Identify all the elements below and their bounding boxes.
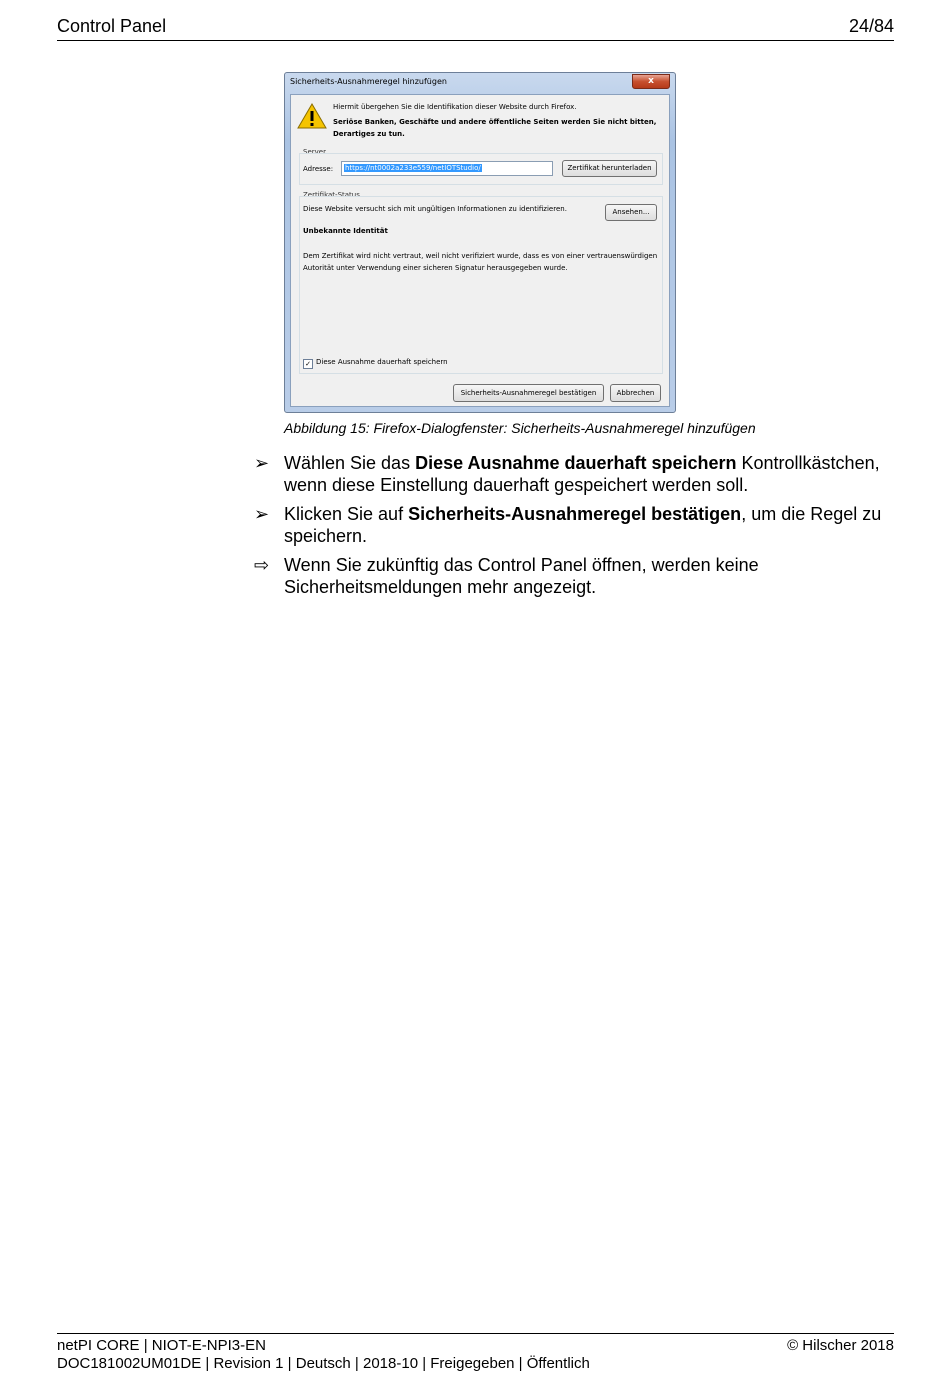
page-number: 24/84 bbox=[848, 16, 894, 36]
dialog-body bbox=[290, 94, 670, 407]
page-header bbox=[57, 16, 894, 41]
step-text: Wählen Sie das bbox=[284, 453, 416, 473]
list-item bbox=[252, 554, 897, 598]
step-text-end: , um die Regel zu speichern. bbox=[284, 504, 882, 546]
result-arrow-icon: ⇨ bbox=[254, 555, 270, 575]
arrow-icon: ➢ bbox=[254, 504, 270, 524]
address-label: Adresse: bbox=[303, 165, 334, 173]
view-certificate-button[interactable]: Ansehen... bbox=[605, 204, 657, 221]
permanent-exception-checkbox[interactable]: ✓ bbox=[303, 359, 313, 369]
step-text: Klicken Sie auf bbox=[284, 504, 409, 524]
dialog-warning: Seriöse Banken, Geschäfte und andere öffentliche Seiten werden Sie nicht bitten, Derartiges zu tun. bbox=[333, 118, 657, 138]
instruction-list bbox=[252, 452, 897, 605]
unknown-identity-heading: Unbekannte Identität bbox=[303, 227, 388, 235]
address-input[interactable] bbox=[341, 161, 553, 176]
confirm-exception-button[interactable]: Sicherheits-Ausnahmeregel bestätigen bbox=[453, 384, 604, 402]
certificate-status-text: Diese Website versucht sich mit ungültigen Informationen zu identifizieren. bbox=[303, 205, 567, 213]
dialog-intro: Hiermit übergehen Sie die Identifikation dieser Website durch Firefox. bbox=[333, 103, 577, 111]
figure-caption: Abbildung 15: Firefox-Dialogfenster: Sicherheits-Ausnahmeregel hinzufügen bbox=[284, 420, 756, 436]
certificate-status-label: Zertifikat-Status bbox=[303, 191, 360, 199]
dialog-titlebar bbox=[285, 73, 675, 93]
footer-copyright: © Hilscher 2018 bbox=[787, 1337, 894, 1354]
close-icon[interactable]: x bbox=[632, 74, 670, 89]
footer-document-info: DOC181002UM01DE | Revision 1 | Deutsch | 2018-10 | Freigegeben | Öffentlich bbox=[57, 1355, 590, 1372]
dialog-title: Sicherheits-Ausnahmeregel hinzufügen bbox=[290, 77, 447, 86]
server-label: Server bbox=[303, 148, 326, 156]
permanent-exception-row[interactable] bbox=[303, 358, 448, 369]
warning-icon bbox=[297, 103, 327, 129]
address-value: https://nt0002a233e559/netIOTStudio/ bbox=[345, 164, 481, 172]
permanent-exception-label: Diese Ausnahme dauerhaft speichern bbox=[316, 358, 448, 366]
dialog-screenshot bbox=[284, 72, 676, 413]
list-item bbox=[252, 452, 897, 496]
cancel-button[interactable]: Abbrechen bbox=[610, 384, 661, 402]
certificate-status-group bbox=[299, 196, 663, 374]
certificate-explanation: Dem Zertifikat wird nicht vertraut, weil nicht verifiziert wurde, dass es von einer vertrauenswürdigen Autorität unter Verwendung einer sicheren Signatur herausgegeben wurde. bbox=[303, 252, 658, 272]
arrow-icon: ➢ bbox=[254, 453, 270, 473]
section-title: Control Panel bbox=[57, 16, 167, 36]
step-emphasis: Sicherheits-Ausnahmeregel bestätigen bbox=[408, 504, 742, 524]
download-certificate-button[interactable]: Zertifikat herunterladen bbox=[562, 160, 657, 177]
list-item bbox=[252, 503, 897, 547]
footer-product: netPI CORE | NIOT-E-NPI3-EN bbox=[57, 1337, 266, 1354]
step-text: Wenn Sie zukünftig das Control Panel öffnen, werden keine Sicherheitsmeldungen mehr angezeigt. bbox=[284, 555, 759, 597]
page-footer bbox=[57, 1333, 894, 1373]
step-emphasis: Diese Ausnahme dauerhaft speichern bbox=[415, 453, 737, 473]
step-text-end: Kontrollkästchen, wenn diese Einstellung dauerhaft gespeichert werden soll. bbox=[284, 453, 880, 495]
